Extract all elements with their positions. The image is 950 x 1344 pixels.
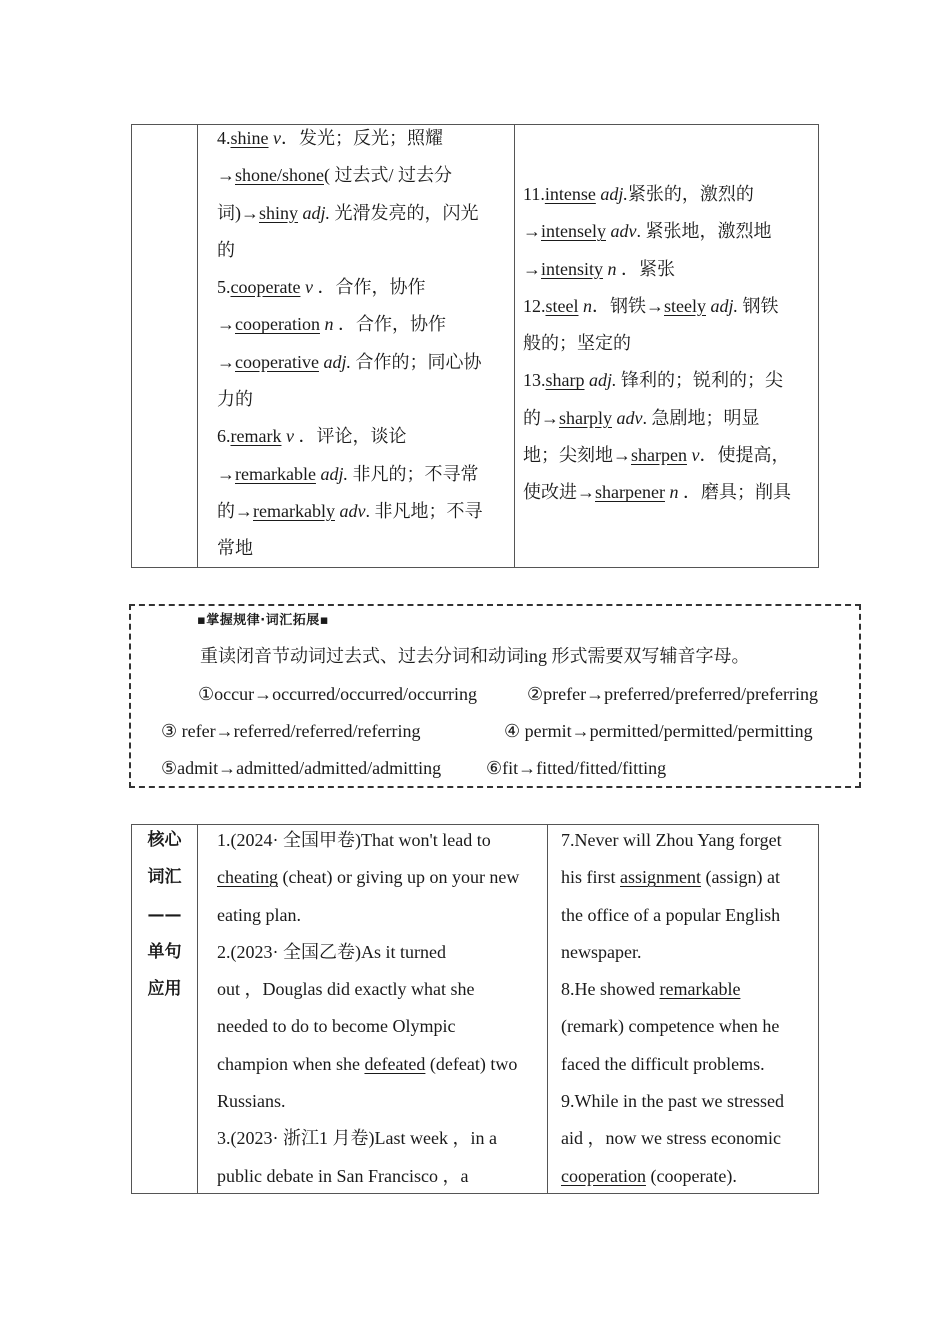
sentence-line: Russians.	[217, 1091, 286, 1112]
word-sharpen: sharpen	[631, 445, 687, 466]
sentence-line: public debate in San Francisco ，a	[217, 1165, 469, 1186]
word-remarkably: remarkably	[253, 500, 335, 521]
word-remarkable: remarkable	[235, 463, 316, 484]
word-steel: steel	[545, 295, 579, 316]
answer-cooperation: cooperation	[561, 1165, 646, 1186]
word-shone: shone/shone	[235, 165, 324, 186]
tip-example: ④ permit→permitted/permitted/permitting	[504, 721, 813, 741]
answer-remarkable: remarkable	[659, 979, 741, 1000]
table1-col2	[197, 125, 515, 567]
word-intensity: intensity	[541, 258, 603, 279]
entry-shine: 4.shine v．发光；反光；照耀	[217, 128, 443, 148]
tip-example: ⑥fit→fitted/fitted/fitting	[486, 758, 667, 778]
sentence-line: 3.(2023· 浙江1 月卷)Last week ，in a	[217, 1128, 497, 1149]
entry-remarkable: →remarkable adj. 非凡的；不寻常	[217, 463, 479, 484]
row-header-text: 应用	[147, 979, 182, 1000]
word-sharply: sharply	[559, 407, 612, 428]
sentence-line: the office of a popular English	[561, 904, 781, 925]
entry-shone: →shone/shone( 过去式/ 过去分	[217, 165, 452, 186]
sentence-line: cooperation (cooperate).	[561, 1165, 737, 1186]
sentence-line: his first assignment (assign) at	[561, 867, 780, 888]
word-cooperate: cooperate	[230, 277, 301, 298]
word-steely: steely	[664, 295, 706, 316]
sentence-line: 1.(2024· 全国甲卷)That won't lead to	[217, 830, 491, 850]
sentence-line: champion when she defeated (defeat) two	[217, 1053, 518, 1074]
sentence-line: eating plan.	[217, 904, 301, 925]
word-cooperative: cooperative	[235, 351, 319, 372]
row-header-text: 词汇	[147, 867, 182, 888]
word-sharpener: sharpener	[595, 482, 665, 503]
word-intense: intense	[544, 184, 596, 204]
answer-assignment: assignment	[620, 867, 702, 888]
entry-remark: 6.remark v ．评论，谈论	[217, 426, 407, 447]
entry-continuation: 的	[217, 239, 235, 260]
answer-cheating: cheating	[217, 867, 278, 888]
entry-continuation: 般的；坚定的	[523, 333, 631, 354]
entry-cooperate: 5.cooperate v ．合作，协作	[217, 277, 426, 298]
tip-example: ②prefer→preferred/preferred/preferring	[527, 684, 818, 704]
word-shine: shine	[230, 128, 269, 148]
row-header-text: ——	[147, 904, 182, 925]
entry-intensity: →intensity n ．紧张	[523, 258, 675, 279]
sentence-line: out ，Douglas did exactly what she	[217, 979, 475, 1000]
entry-intensely: →intensely adv. 紧张地，激烈地	[523, 221, 772, 242]
row-header-text: 核心	[147, 830, 182, 850]
entry-continuation: 常地	[217, 538, 253, 559]
table2-label-cell	[132, 825, 198, 1193]
entry-cooperative: →cooperative adj. 合作的；同心协	[217, 351, 482, 372]
answer-defeated: defeated	[364, 1053, 426, 1074]
sentence-practice-table	[131, 824, 819, 1194]
tip-example: ⑤admit→admitted/admitted/admitting	[161, 758, 442, 778]
tip-rule: 重读闭音节动词过去式、过去分词和动词ing 形式需要双写辅音字母。	[200, 646, 750, 666]
table2-col3	[547, 825, 818, 1193]
sentence-line: aid ，now we stress economic	[561, 1128, 781, 1149]
sentence-line: 2.(2023· 全国乙卷)As it turned	[217, 941, 446, 962]
entry-cooperation: →cooperation n ．合作，协作	[217, 314, 446, 335]
table2-col2	[197, 825, 548, 1193]
word-cooperation: cooperation	[235, 314, 320, 335]
sentence-line: 7.Never will Zhou Yang forget	[561, 830, 782, 850]
entry-sharpen: 地；尖刻地→sharpen v．使提高，	[523, 445, 790, 466]
sentence-line: faced the difficult problems.	[561, 1053, 765, 1074]
sentence-line: 9.While in the past we stressed	[561, 1091, 784, 1112]
rule-tip-box	[129, 604, 861, 788]
vocab-table-1	[131, 124, 819, 568]
entry-sharply: 的→sharply adv. 急剧地；明显	[523, 407, 760, 428]
table1-col3	[514, 125, 818, 567]
sentence-line: 8.He showed remarkable	[561, 979, 741, 1000]
word-sharp: sharp	[545, 370, 585, 391]
word-intensely: intensely	[541, 221, 606, 242]
tip-example: ③ refer→referred/referred/referring	[161, 721, 421, 741]
word-shiny: shiny	[259, 202, 299, 223]
entry-sharp: 13.sharp adj. 锋利的；锐利的；尖	[523, 370, 784, 391]
entry-sharpener: 使改进→sharpener n ．磨具；削具	[523, 482, 791, 503]
word-remark: remark	[230, 426, 282, 447]
table1-label-cell	[132, 125, 198, 567]
sentence-line: cheating (cheat) or giving up on your new	[217, 867, 520, 888]
sentence-line: newspaper.	[561, 941, 642, 962]
tip-example: ①occur→occurred/occurred/occurring	[198, 684, 477, 704]
entry-continuation: 力的	[217, 389, 253, 410]
row-header-text: 单句	[147, 941, 182, 962]
entry-remarkably: 的→remarkably adv. 非凡地；不寻	[217, 500, 483, 521]
tip-title: ▪掌握规律·词汇拓展▪	[197, 613, 330, 628]
entry-steel: 12.steel n．钢铁→steely adj. 钢铁	[523, 295, 779, 316]
entry-intense: 11.intense adj.紧张的，激烈的	[523, 184, 754, 204]
sentence-line: (remark) competence when he	[561, 1016, 780, 1037]
entry-shiny: 词)→shiny adj. 光滑发亮的，闪光	[217, 202, 479, 223]
sentence-line: needed to do to become Olympic	[217, 1016, 456, 1037]
